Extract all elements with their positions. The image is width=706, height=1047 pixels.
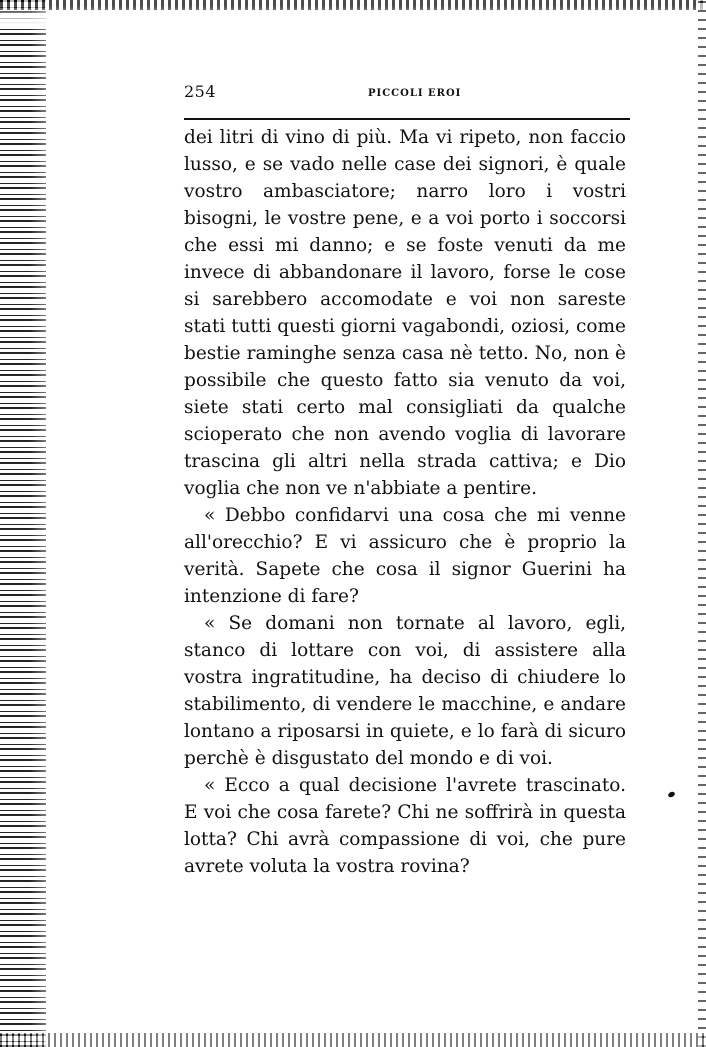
running-title: PICCOLI EROI <box>368 88 462 99</box>
page-body <box>184 124 626 880</box>
paragraph-continuation: dei litri di vino di più. Ma vi ripeto, non faccio lusso, e se vado nelle case dei signori, è quale vostro ambasciatore; narro loro i vostri bisogni, le vostre pene, e a voi porto i soccorsi che essi mi danno; e se foste venuti da me invece di abbandonare il lavoro, forse le cose si sarebbero accomodate e voi non sareste stati tutti questi giorni vagabondi, oziosi, come bestie raminghe senza casa nè tetto. No, non è possibile che questo fatto sia venuto da voi, siete stati certo mal consigliati da qualche scioperato che non avendo voglia di lavorare trascina gli altri nella strada cattiva; e Dio voglia che non ve n'abbiate a pentire. <box>184 127 626 499</box>
ink-speck <box>667 791 675 798</box>
scan-gutter-fade <box>30 0 70 1047</box>
scan-right-edge <box>698 0 706 1047</box>
paragraph-quote-closure: « Se domani non tornate al lavoro, egli, stanco di lottare con voi, di assistere alla vostra ingratitudine, ha deciso di chiudere lo stabilimento, di vendere le macchine, e andare lontano a riposarsi in quiete, e lo farà di sicuro perchè è disgustato del mondo e di voi. <box>184 613 626 769</box>
paragraph-quote-confidence: « Debbo confidarvi una cosa che mi venne all'orecchio? E vi assicuro che è proprio la verità. Sapete che cosa il signor Guerini ha intenzione di fare? <box>184 505 626 607</box>
page-number: 254 <box>184 82 217 101</box>
paragraph-quote-decision: « Ecco a qual decisione l'avrete trascinato. E voi che cosa farete? Chi ne soffrirà in questa lotta? Chi avrà compassione di voi, che pure avrete voluta la vostra rovina? <box>184 775 626 877</box>
scan-bottom-edge <box>0 1033 706 1047</box>
header-rule <box>184 118 630 120</box>
scan-top-edge-fade <box>0 6 706 24</box>
page-header <box>184 82 630 106</box>
